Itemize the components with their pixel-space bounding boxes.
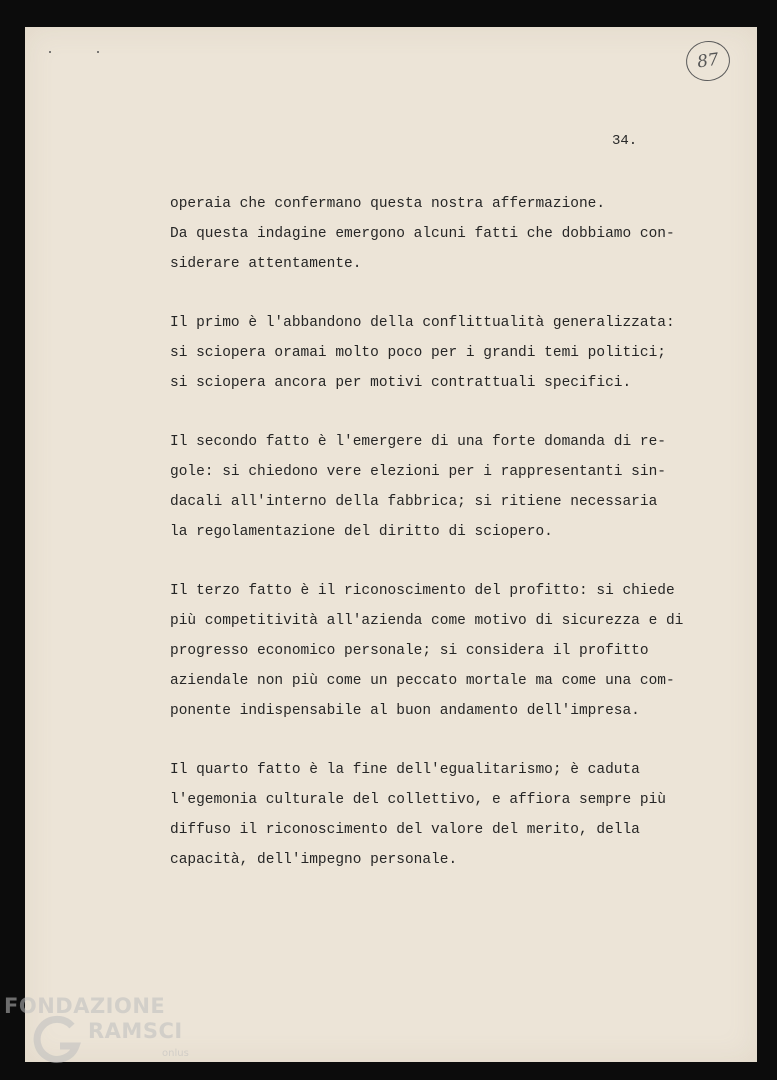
paragraph xyxy=(170,309,730,398)
text-line: Il terzo fatto è il riconoscimento del profitto: si chiede xyxy=(170,583,675,600)
paper-speck xyxy=(97,51,99,53)
watermark-line2: RAMSCI xyxy=(88,1019,183,1043)
text-line: si sciopera ancora per motivi contrattuali specifici. xyxy=(170,374,632,391)
text-line: gole: si chiedono vere elezioni per i rappresentanti sin- xyxy=(170,464,666,481)
text-line: dacali all'interno della fabbrica; si ritiene necessaria xyxy=(170,493,658,510)
text-line: si sciopera oramai molto poco per i grandi temi politici; xyxy=(170,344,666,361)
document-body xyxy=(170,190,730,905)
fondazione-gramsci-watermark xyxy=(4,994,204,1074)
paragraph xyxy=(170,428,730,547)
watermark-suffix: onlus xyxy=(162,1048,189,1059)
archive-number-stamp: 87 xyxy=(683,38,732,84)
gramsci-g-logo-icon xyxy=(32,1014,84,1066)
text-line: siderare attentamente. xyxy=(170,255,362,272)
text-line: progresso economico personale; si considera il profitto xyxy=(170,642,649,659)
text-line: Il quarto fatto è la fine dell'egualitarismo; è caduta xyxy=(170,762,640,779)
text-line: capacità, dell'impegno personale. xyxy=(170,851,458,868)
text-line: ponente indispensabile al buon andamento dell'impresa. xyxy=(170,702,640,719)
text-line: operaia che confermano questa nostra affermazione. xyxy=(170,196,606,212)
paragraph xyxy=(170,190,730,279)
text-line: aziendale non più come un peccato mortale ma come una com- xyxy=(170,672,675,689)
text-line: Il secondo fatto è l'emergere di una forte domanda di re- xyxy=(170,434,666,451)
page-number: 34. xyxy=(612,133,638,149)
text-line: Il primo è l'abbandono della conflittualità generalizzata: xyxy=(170,315,675,332)
paragraph xyxy=(170,577,730,726)
text-line: più competitività all'azienda come motivo di sicurezza e di xyxy=(170,613,684,630)
paragraph xyxy=(170,756,730,875)
paper-speck xyxy=(49,51,51,53)
text-line: la regolamentazione del diritto di sciopero. xyxy=(170,523,553,540)
watermark-line1: FONDAZIONE xyxy=(4,994,166,1018)
text-line: l'egemonia culturale del collettivo, e affiora sempre più xyxy=(170,791,666,808)
text-line: Da questa indagine emergono alcuni fatti che dobbiamo con- xyxy=(170,225,675,242)
text-line: diffuso il riconoscimento del valore del merito, della xyxy=(170,821,640,838)
